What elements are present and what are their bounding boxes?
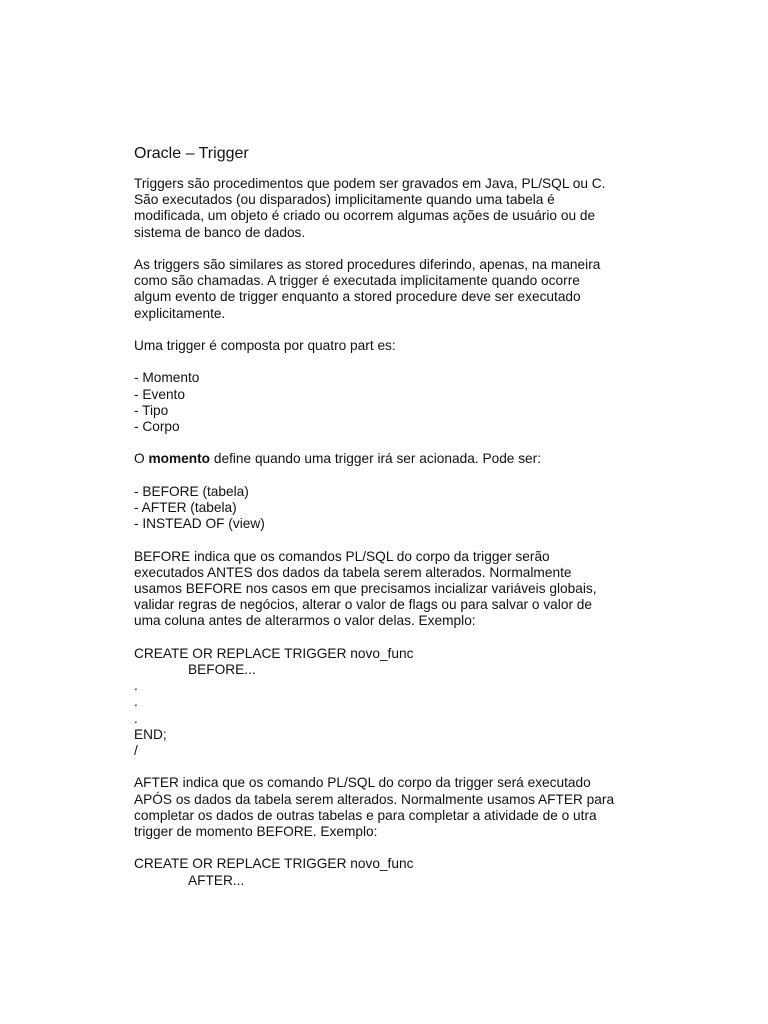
- code-ellipsis-line: .: [134, 710, 138, 726]
- after-description: [134, 775, 654, 840]
- comparison-line: As triggers são similares as stored procedures diferindo, apenas, na maneira: [134, 257, 601, 272]
- parts-list-item: - Tipo: [134, 402, 169, 418]
- intro-paragraph: [134, 176, 654, 241]
- before-description-line: executados ANTES dos dados da tabela serem alterados. Normalmente: [134, 564, 572, 580]
- paragraph-spacer: [134, 435, 654, 451]
- intro-line: São executados (ou disparados) implicitamente quando uma tabela é: [134, 192, 555, 208]
- moment-suffix: define quando uma trigger irá ser acionada. Pode ser:: [210, 451, 542, 467]
- code-line: AFTER...: [188, 872, 245, 888]
- paragraph-spacer: [134, 759, 654, 775]
- after-description-line: completar os dados de outras tabelas e para completar a atividade de o utra: [134, 807, 597, 823]
- code-ellipsis-line: .: [134, 694, 138, 710]
- after-description-line: trigger de momento BEFORE. Exemplo:: [134, 824, 378, 839]
- paragraph-spacer: [134, 354, 654, 370]
- comparison-paragraph: [134, 257, 654, 322]
- moment-option: - BEFORE (tabela): [134, 483, 249, 499]
- paragraph-spacer: [134, 532, 654, 548]
- parts-intro: Uma trigger é composta por quatro part es:: [134, 338, 396, 353]
- paragraph-spacer: [134, 630, 654, 646]
- code-end-line: END;: [134, 726, 167, 742]
- comparison-line: explicitamente.: [134, 305, 226, 321]
- moment-sentence: [134, 451, 654, 467]
- after-code-example: [134, 856, 654, 888]
- before-description-line: usamos BEFORE nos casos em que precisamos incializar variáveis globais,: [134, 580, 597, 596]
- paragraph-spacer: [134, 468, 654, 484]
- document-title: Oracle – Trigger: [134, 145, 249, 162]
- intro-line: modificada, um objeto é criado ou ocorrem algumas ações de usuário ou de: [134, 208, 596, 224]
- after-description-line: AFTER indica que os comando PL/SQL do corpo da trigger será executado: [134, 775, 591, 791]
- parts-list: [134, 370, 654, 435]
- document-content: [134, 142, 654, 889]
- intro-line: Triggers são procedimentos que podem ser gravados em Java, PL/SQL ou C.: [134, 176, 606, 191]
- before-description-line: validar regras de negócios, alterar o valor de flags ou para salvar o valor de: [134, 597, 593, 613]
- before-description: [134, 549, 654, 630]
- code-line: CREATE OR REPLACE TRIGGER novo_func: [134, 645, 414, 661]
- after-description-line: APÓS os dados da tabela serem alterados. Normalmente usamos AFTER para: [134, 791, 615, 807]
- moment-prefix: O: [134, 451, 149, 467]
- moment-bold-word: momento: [148, 451, 211, 467]
- parts-list-item: - Evento: [134, 386, 185, 402]
- comparison-line: como são chamadas. A trigger é executada implicitamente quando ocorre: [134, 273, 580, 289]
- before-code-example: [134, 646, 654, 759]
- code-ellipsis-line: .: [134, 678, 138, 694]
- before-description-line: uma coluna antes de alterarmos o valor delas. Exemplo:: [134, 613, 476, 629]
- moment-options-list: [134, 484, 654, 533]
- paragraph-spacer: [134, 241, 654, 257]
- parts-list-item: - Corpo: [134, 419, 180, 434]
- moment-option: - INSTEAD OF (view): [134, 516, 265, 532]
- before-description-line: BEFORE indica que os comandos PL/SQL do corpo da trigger serão: [134, 548, 550, 564]
- comparison-line: algum evento de trigger enquanto a stored procedure deve ser executado: [134, 289, 581, 305]
- paragraph-spacer: [134, 322, 654, 338]
- moment-option: - AFTER (tabela): [134, 499, 237, 515]
- code-line: BEFORE...: [188, 661, 256, 677]
- paragraph-spacer: [134, 840, 654, 856]
- intro-line: sistema de banco de dados.: [134, 224, 306, 240]
- code-slash-line: /: [134, 743, 138, 758]
- code-line: CREATE OR REPLACE TRIGGER novo_func: [134, 856, 414, 872]
- parts-list-item: - Momento: [134, 370, 200, 386]
